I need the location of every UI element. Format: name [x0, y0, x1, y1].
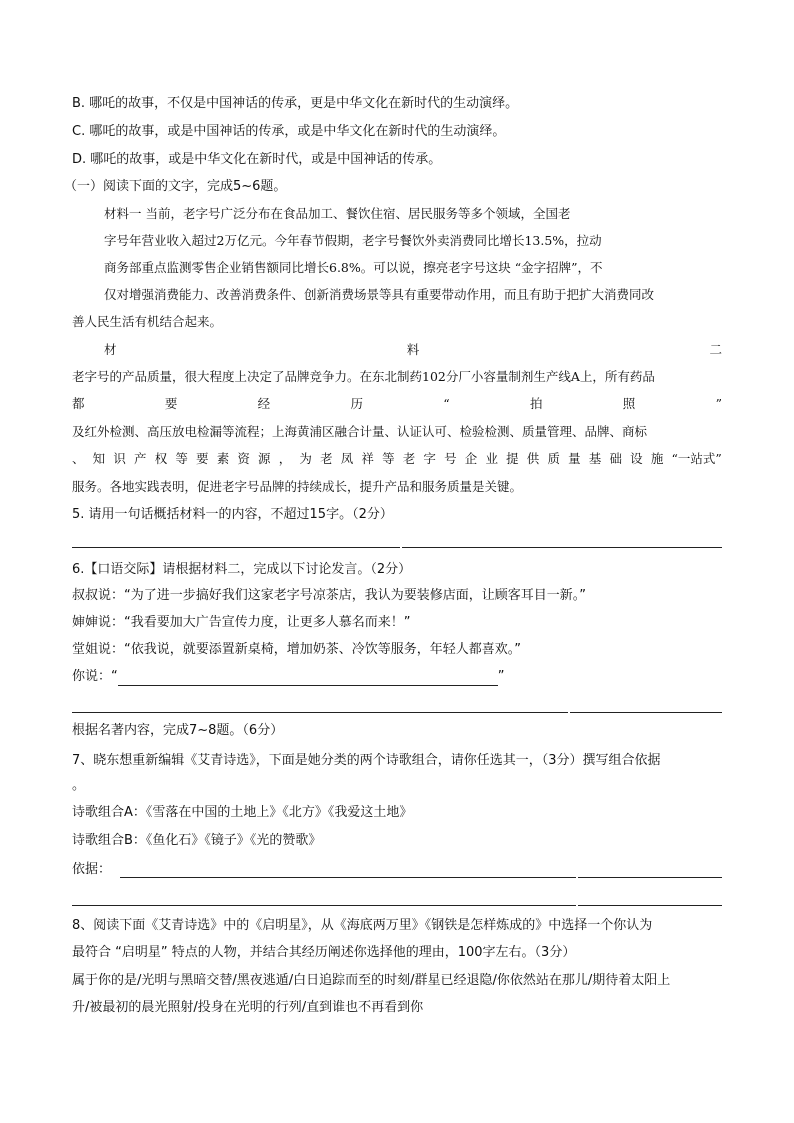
poem-group-a: 诗歌组合A：《雪落在中国的土地上》《北方》《我爱这土地》: [72, 805, 413, 820]
spread-char: 供: [526, 451, 540, 466]
spread-char: 要: [196, 451, 209, 466]
cousin-says: 堂姐说：“依我说，就要添置新桌椅，增加奶茶、冷饮等服务，年轻人都喜欢。”: [72, 642, 521, 657]
material1-line3: 商务部重点监测零售企业销售额同比增长6.8%。可以说，擦亮老字号这块 “金字招牌”，不: [104, 260, 603, 275]
spread-char: 拍: [529, 396, 543, 411]
spread-char: 都: [72, 396, 85, 411]
spread-char: ”: [715, 396, 722, 411]
question8-line1: 8、阅读下面《艾青诗选》中的《启明星》，从《海底两万里》《钢铁是怎样炼成的》中选择一个你认为: [72, 918, 653, 933]
spread-char: 老: [320, 451, 333, 466]
option-d: D. 哪吒的故事，或是中华文化在新时代，或是中国神话的传承。: [72, 152, 442, 167]
material2-heading: 材 料 二: [104, 342, 722, 357]
spread-char: 设: [630, 451, 643, 466]
question5: 5. 请用一句话概括材料一的内容，不超过15字。（2分）: [72, 507, 393, 522]
spread-char: 资: [237, 451, 250, 466]
spread-char: 号: [444, 451, 457, 466]
spread-char: 基: [588, 451, 602, 466]
spread-char: “: [443, 396, 450, 411]
answer-blank-q6[interactable]: [118, 669, 498, 686]
spread-char: 等: [382, 451, 395, 466]
uncle-says: 叔叔说：“为了进一步搞好我们这家老字号凉茶店，我认为要装修店面，让顾客耳目一新。”: [72, 588, 586, 603]
spread-char: 产: [134, 451, 147, 466]
spread-char: 经: [257, 396, 271, 411]
poem-group-b: 诗歌组合B：《鱼化石》《镜子》《光的赞歌》: [72, 833, 322, 848]
answer-line-q7d[interactable]: [578, 905, 722, 906]
spread-char: ，: [278, 451, 292, 466]
spread-char: 凤: [340, 451, 354, 466]
spread-char: 源: [258, 451, 271, 466]
spread-char: 祥: [361, 451, 374, 466]
question7-line2: 。: [72, 778, 86, 793]
poem-text-line1: 属于你的是/光明与黑暗交替/黑夜逃遁/白日追踪而至的时刻/群星已经退隐/你依然站在那儿/期待着太阳上: [72, 973, 671, 988]
spread-char: “一站式”: [671, 451, 722, 466]
classics-heading: 根据名著内容，完成7~8题。（6分）: [72, 723, 284, 738]
option-b: B. 哪吒的故事，不仅是中国神话的传承，更是中华文化在新时代的生动演绎。: [72, 96, 519, 111]
section-heading: （一）阅读下面的文字，完成5~6题。: [64, 179, 287, 194]
spread-char: 业: [485, 451, 498, 466]
question8-line2: 最符合 “启明星” 特点的人物，并结合其经历阐述你选择他的理由，100字左右。（3分）: [72, 945, 576, 960]
spread-char: 量: [568, 451, 581, 466]
material2-line5: 服务。各地实践表明，促进老字号品牌的持续成长，提升产品和服务质量是关键。: [72, 479, 523, 494]
spread-char: 质: [547, 451, 560, 466]
answer-line-q6a[interactable]: [72, 712, 568, 713]
answer-line-q7c[interactable]: [72, 905, 576, 906]
spread-char: 等: [175, 451, 188, 466]
basis-label: 依据：: [72, 862, 112, 877]
answer-line-q6b[interactable]: [570, 712, 722, 713]
material2-line3: 及红外检测、高压放电检漏等流程；上海黄浦区融合计量、认证认可、检验检测、质量管理、品牌、商标: [72, 424, 648, 439]
material2-line2: [72, 395, 722, 413]
material1-line1: 材料一 当前，老字号广泛分布在食品加工、餐饮住宿、居民服务等多个领域，全国老: [104, 206, 571, 221]
spread-char: 字: [423, 451, 436, 466]
spread-char: 老: [402, 451, 416, 466]
spread-char: 为: [299, 451, 312, 466]
spread-char: 要: [164, 396, 178, 411]
aunt-says: 婶婶说：“我看要加大广告宣传力度，让更多人慕名而来！”: [72, 615, 411, 630]
spread-char: 历: [350, 396, 363, 411]
material2-line1: 老字号的产品质量，很大程度上决定了品牌竞争力。在东北制药102分厂小容量制剂生产线A上，所有药品: [72, 369, 655, 384]
material1-line2: 字号年营业收入超过2万亿元。今年春节假期，老字号餐饮外卖消费同比增长13.5%，拉动: [104, 233, 602, 248]
answer-line-q7b[interactable]: [578, 877, 722, 878]
spread-char: 企: [464, 451, 478, 466]
question6-title: 6.【口语交际】请根据材料二，完成以下讨论发言。（2分）: [72, 562, 412, 577]
you-say: 你说：“ ”: [72, 669, 505, 684]
spread-char: 施: [650, 451, 664, 466]
question7-line1: 7、晓东想重新编辑《艾青诗选》，下面是她分类的两个诗歌组合，请你任选其一，（3分）撰写组合依据: [72, 753, 661, 768]
spread-char: 知: [92, 451, 106, 466]
spread-char: 础: [609, 451, 622, 466]
spread-char: 识: [113, 451, 126, 466]
option-c: C. 哪吒的故事，或是中国神话的传承，或是中华文化在新时代的生动演绎。: [72, 124, 506, 139]
spread-char: 照: [622, 396, 636, 411]
poem-text-line2: 升/被最初的晨光照射/投身在光明的行列/直到谁也不再看到你: [72, 1000, 424, 1015]
material2-line4: [72, 450, 722, 468]
answer-line-q7a[interactable]: [120, 877, 576, 878]
answer-line-q5a[interactable]: [72, 547, 400, 548]
spread-char: 、: [72, 451, 85, 466]
spread-char: 提: [506, 451, 519, 466]
answer-line-q5b[interactable]: [402, 547, 722, 548]
spread-char: 素: [216, 451, 230, 466]
spread-char: 权: [154, 451, 168, 466]
material1-line4: 仅对增强消费能力、改善消费条件、创新消费场景等具有重要带动作用，而且有助于把扩大消费同改: [104, 287, 655, 302]
material1-line5: 善人民生活有机结合起来。: [72, 314, 223, 329]
